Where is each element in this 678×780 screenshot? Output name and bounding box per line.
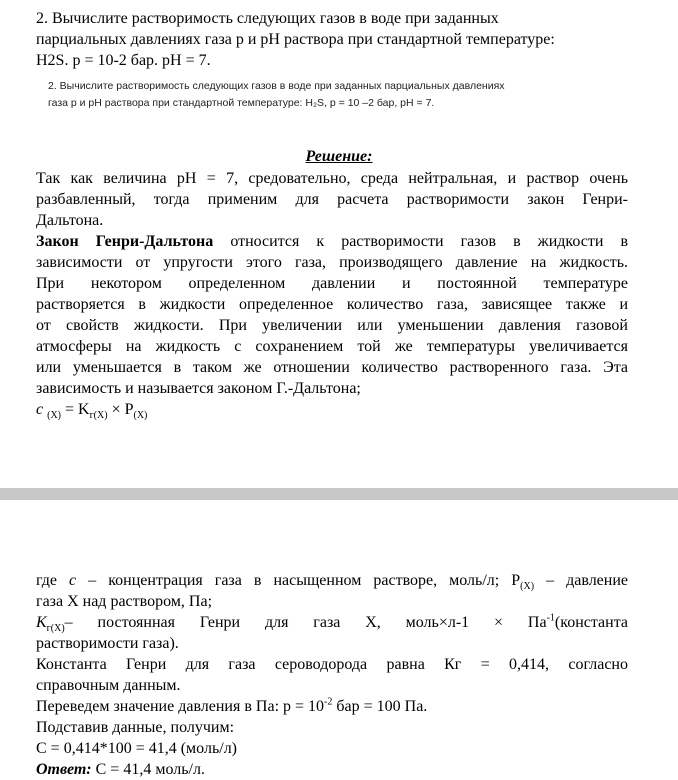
superscript: -2	[324, 696, 333, 708]
symbol-k: K	[36, 614, 47, 631]
law-paragraph	[36, 231, 628, 420]
text: где	[36, 572, 70, 589]
symbol-c: c	[69, 572, 77, 589]
formula-c: c	[36, 401, 44, 418]
paragraph-line: зависимость и называется законом Г.-Дальтона;	[36, 380, 361, 397]
paragraph-line: При некотором определенном давлении и постоянной температуре	[36, 275, 628, 292]
problem-line: 2. Вычислите растворимость следующих газов в воде при заданных	[36, 10, 499, 27]
paragraph-line: растворимости газа).	[36, 635, 179, 652]
page-separator	[0, 488, 678, 500]
text: – концентрация газа в насыщенном растворе, моль/л; P	[76, 572, 521, 589]
formula-sub: г(X)	[89, 410, 108, 422]
law-text: относится к растворимости газов в жидкости в	[230, 233, 629, 250]
paragraph-line: или уменьшается в таком же отношении количество растворенного газа. Эта	[36, 359, 628, 376]
problem-line: H2S. p = 10-2 бар. pH = 7.	[36, 52, 211, 69]
paragraph-line: разбавленный, тогда применим для расчета растворимости закон Генри-	[36, 191, 628, 208]
law-term: Закон Генри-Дальтона	[36, 233, 214, 250]
scan-line: 2. Вычислите растворимость следующих газов в воде при заданных парциальных давлениях	[48, 80, 505, 92]
henry-formula	[36, 399, 628, 420]
paragraph-line: Так как величина pH = 7, средовательно, среда нейтральная, и раствор очень	[36, 170, 628, 187]
formula-part: = K	[61, 401, 90, 418]
calculation: C = 0,414*100 = 41,4 (моль/л)	[36, 740, 237, 757]
text: – постоянная Генри для газа X, моль×л-1 × Па	[64, 614, 547, 631]
scan-line: газа р и рН раствора при стандартной температуре: H₂S, p = 10 –2 бар, pH = 7.	[48, 97, 435, 109]
subscript: г(X)	[46, 623, 65, 635]
paragraph-line	[36, 612, 628, 633]
paragraph-line: Дальтона.	[36, 212, 104, 229]
answer-value: C = 41,4 моль/л.	[91, 761, 205, 778]
paragraph-line	[36, 696, 628, 717]
scanned-problem-image	[48, 78, 578, 112]
formula-sub: (X)	[133, 410, 148, 422]
text: – давление	[534, 572, 629, 589]
document-page-2	[0, 500, 678, 778]
text: (константа	[554, 614, 628, 631]
subscript: (X)	[520, 581, 535, 593]
paragraph-line: атмосферы на жидкость с сохранением той же температуры увеличивается	[36, 338, 628, 355]
definitions-paragraph	[36, 570, 628, 780]
problem-line: парциальных давлениях газа р и pH раствора при стандартной температуре:	[36, 31, 555, 48]
paragraph-line: Константа Генри для газа сероводорода равна Кг = 0,414, согласно	[36, 656, 628, 673]
paragraph-line: газа X над раствором, Па;	[36, 593, 213, 610]
superscript: -1	[546, 612, 555, 624]
paragraph-line: зависимости от упругости этого газа, производящего давление на жидкость.	[36, 254, 628, 271]
paragraph-line: от свойств жидкости. При увеличении или уменьшении давления газовой	[36, 317, 628, 334]
paragraph-line: Подставив данные, получим:	[36, 719, 235, 736]
answer-label: Ответ:	[36, 761, 92, 778]
answer-line	[36, 759, 628, 780]
formula-part: × P	[107, 401, 134, 418]
solution-paragraph	[36, 168, 628, 231]
paragraph-line: растворяется в жидкости определенное количество газа, зависящее также и	[36, 296, 628, 313]
paragraph-line	[36, 570, 628, 591]
problem-statement	[36, 8, 628, 71]
text: Переведем значение давления в Па: p = 10	[36, 698, 325, 715]
paragraph-line	[36, 231, 628, 252]
text: бар = 100 Па.	[332, 698, 428, 715]
paragraph-line: справочным данным.	[36, 677, 181, 694]
solution-heading: Решение:	[305, 148, 373, 165]
formula-sub: (X)	[47, 410, 61, 422]
